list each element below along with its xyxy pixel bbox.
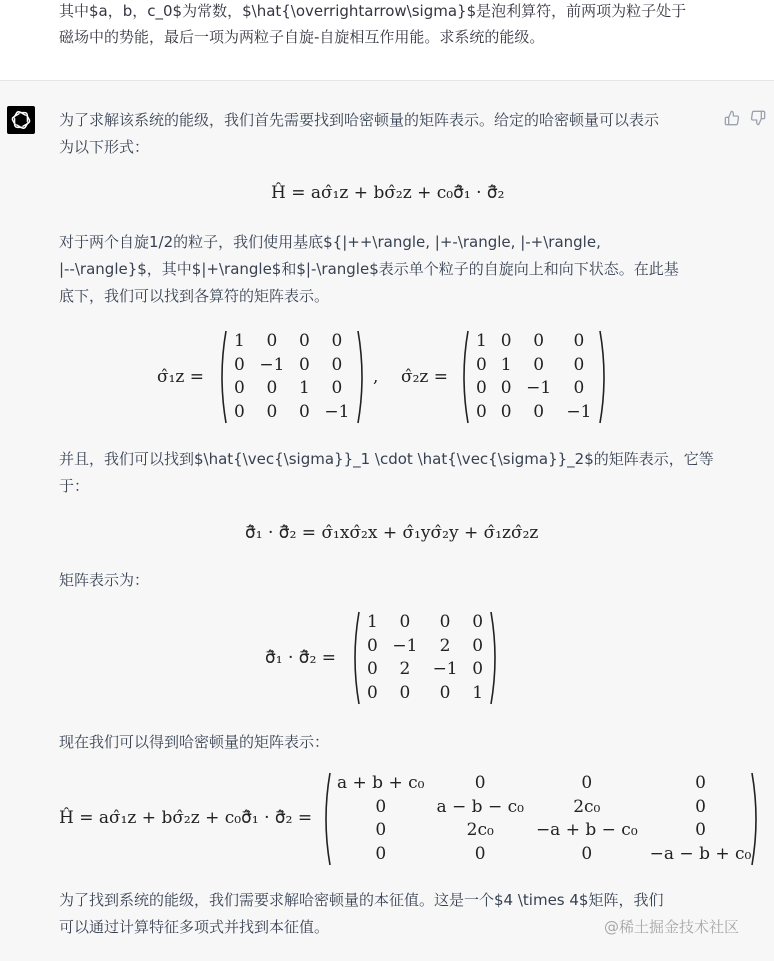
spin-dot-product-matrix [350,611,500,705]
matrix-separator: , [373,367,379,387]
user-message-text [59,0,719,50]
text-line: 矩阵表示为： [59,571,150,589]
user-message [0,0,774,80]
matrix-cell: −1 [324,401,350,422]
matrix-cell: 1 [366,612,378,633]
text-line: 为了找到系统的能级，我们需要求解哈密顿量的本征值。这是一个$4 \times 4$矩阵，我们 [59,891,664,909]
sigma-2z-label: σ̂₂z = [401,367,449,387]
matrix-cell: −1 [259,354,285,375]
matrix-left-paren [321,772,331,866]
matrix-cell: 0 [331,331,343,352]
matrix-row [331,772,757,796]
matrix-cell: 0 [581,773,593,794]
matrix-row [360,611,490,635]
matrix-cell: 0 [533,354,545,375]
text-line: 对于两个自旋1/2的粒子，我们使用基底${|++\rangle, |+-\rangle, |-+\rangle, [59,233,601,251]
matrix-cell: 0 [399,682,411,703]
text-line: 底下，我们可以找到各算符的矩阵表示。 [59,287,330,305]
text-line: 为以下形式： [59,138,150,156]
matrix-cell: 0 [533,331,545,352]
matrix-cell: 0 [472,659,484,680]
openai-logo-icon [7,106,35,134]
matrix-cell: −a − b + c₀ [649,843,752,864]
matrix-cell: 0 [475,401,487,422]
matrix-cell: 0 [472,635,484,656]
matrix-right-paren [490,611,500,705]
matrix-cell: 0 [573,331,585,352]
matrix-cell: 0 [266,401,278,422]
text-line: 为了求解该系统的能级，我们首先需要找到哈密顿量的矩阵表示。给定的哈密顿量可以表示 [59,111,660,129]
matrix-cell: 2c₀ [573,796,601,817]
matrix-cell: 0 [266,331,278,352]
matrix-cell: 0 [695,796,706,817]
matrix-cell: 0 [233,401,245,422]
text-line: 并且，我们可以找到$\hat{\vec{\sigma}}_1 \cdot \hat{\vec{\sigma}}_2$的矩阵表示，它等 [59,450,714,468]
sigma-2z-matrix [459,330,609,424]
assistant-paragraph-3 [59,446,719,500]
matrix-row [469,401,599,425]
matrix-cell: 0 [533,401,545,422]
hamiltonian-matrix [321,772,761,866]
thumbs-up-icon[interactable] [724,110,740,126]
matrix-cell: −a + b − c₀ [535,820,638,841]
assistant-paragraph-4 [59,567,719,594]
spin-dot-product-equation: σ̂⃗₁ · σ̂⃗₂ = σ̂₁xσ̂₂x + σ̂₁yσ̂₂y + σ̂₁zσ̂₂z [245,523,539,543]
assistant-paragraph-2 [59,229,719,310]
matrix-cell: 2 [439,635,451,656]
matrix-cell: 0 [475,378,487,399]
matrix-cell: 0 [298,331,310,352]
matrix-cell: 0 [366,635,378,656]
matrix-row [360,658,490,682]
matrix-cell: 1 [298,378,310,399]
matrix-cell: 0 [233,378,245,399]
matrix-cell: 0 [375,843,387,864]
matrix-cell: 0 [500,378,512,399]
matrix-cell: −1 [526,378,552,399]
matrix-row [227,354,357,378]
matrix-cell: 0 [331,354,343,375]
text-line: 于： [59,477,90,495]
matrix-left-paren [459,330,469,424]
matrix-table [360,611,490,705]
matrix-row [360,635,490,659]
matrix-cell: 0 [233,354,245,375]
matrix-row [331,843,757,867]
matrix-cell: 0 [581,843,593,864]
assistant-paragraph-5 [59,729,719,756]
matrix-table [469,330,599,424]
matrix-cell: −1 [432,659,458,680]
sigma-1z-label: σ̂₁z = [157,367,205,387]
matrix-cell: 0 [439,612,451,633]
matrix-cell: 0 [475,354,487,375]
matrix-cell: 0 [573,378,585,399]
matrix-right-paren [357,330,367,424]
matrix-row [331,796,757,820]
matrix-cell: 0 [298,354,310,375]
matrix-left-paren [350,611,360,705]
matrix-cell: 0 [472,612,484,633]
matrix-cell: −1 [392,635,418,656]
hamiltonian-equation: Ĥ = aσ̂₁z + bσ̂₂z + c₀σ̂⃗₁ · σ̂⃗₂ [271,183,505,203]
thumbs-down-icon[interactable] [750,110,766,126]
sigma-1z-matrix [217,330,367,424]
assistant-paragraph-1 [59,107,719,161]
matrix-cell: 1 [475,331,487,352]
text-line: 现在我们可以得到哈密顿量的矩阵表示： [59,733,330,751]
matrix-cell: 0 [695,820,706,841]
matrix-right-paren [599,330,609,424]
matrix-table [227,330,357,424]
matrix-cell: 0 [331,378,343,399]
matrix-row [227,401,357,425]
matrix-cell: a + b + c₀ [337,773,425,794]
text-line: 可以通过计算特征多项式并找到本征值。 [59,918,330,936]
matrix-row [469,354,599,378]
matrix-cell: 0 [375,820,387,841]
matrix-cell: 2c₀ [466,820,494,841]
matrix-table [331,772,757,866]
matrix-row [360,682,490,706]
text-line: |--\rangle}$，其中$|+\rangle$和$|-\rangle$表示单个粒子的自旋向上和向下状态。在此基 [59,260,679,278]
matrix-cell: 1 [500,354,512,375]
user-line-2: 磁场中的势能，最后一项为两粒子自旋-自旋相互作用能。求系统的能级。 [59,28,545,46]
matrix-cell: 0 [366,682,378,703]
matrix-row [469,377,599,401]
matrix-row [227,330,357,354]
matrix-row [469,330,599,354]
watermark: @稀土掘金技术社区 [604,918,740,936]
matrix-cell: 0 [366,659,378,680]
matrix-cell: 0 [500,401,512,422]
matrix-cell: 0 [573,354,585,375]
matrix-cell: 0 [298,401,310,422]
spin-dot-matrix-label: σ̂⃗₁ · σ̂⃗₂ = [265,648,337,668]
matrix-cell: 0 [266,378,278,399]
user-line-1: 其中$a，b，c_0$为常数，$\hat{\overrightarrow\sigma}$是泡利算符，前两项为粒子处于 [59,2,687,20]
matrix-cell: 1 [233,331,245,352]
matrix-cell: 0 [375,796,387,817]
matrix-cell: 0 [439,682,451,703]
matrix-cell: 2 [399,659,411,680]
matrix-left-paren [217,330,227,424]
matrix-cell: 0 [500,331,512,352]
matrix-row [331,819,757,843]
hamiltonian-matrix-label: Ĥ = aσ̂₁z + bσ̂₂z + c₀σ̂⃗₁ · σ̂⃗₂ = [59,808,313,828]
matrix-row [227,377,357,401]
matrix-cell: 0 [474,843,486,864]
matrix-cell: 0 [474,773,486,794]
matrix-cell: −1 [566,401,592,422]
matrix-cell: a − b − c₀ [436,796,524,817]
matrix-cell: 0 [695,773,706,794]
matrix-cell: 1 [472,682,484,703]
matrix-cell: 0 [399,612,411,633]
